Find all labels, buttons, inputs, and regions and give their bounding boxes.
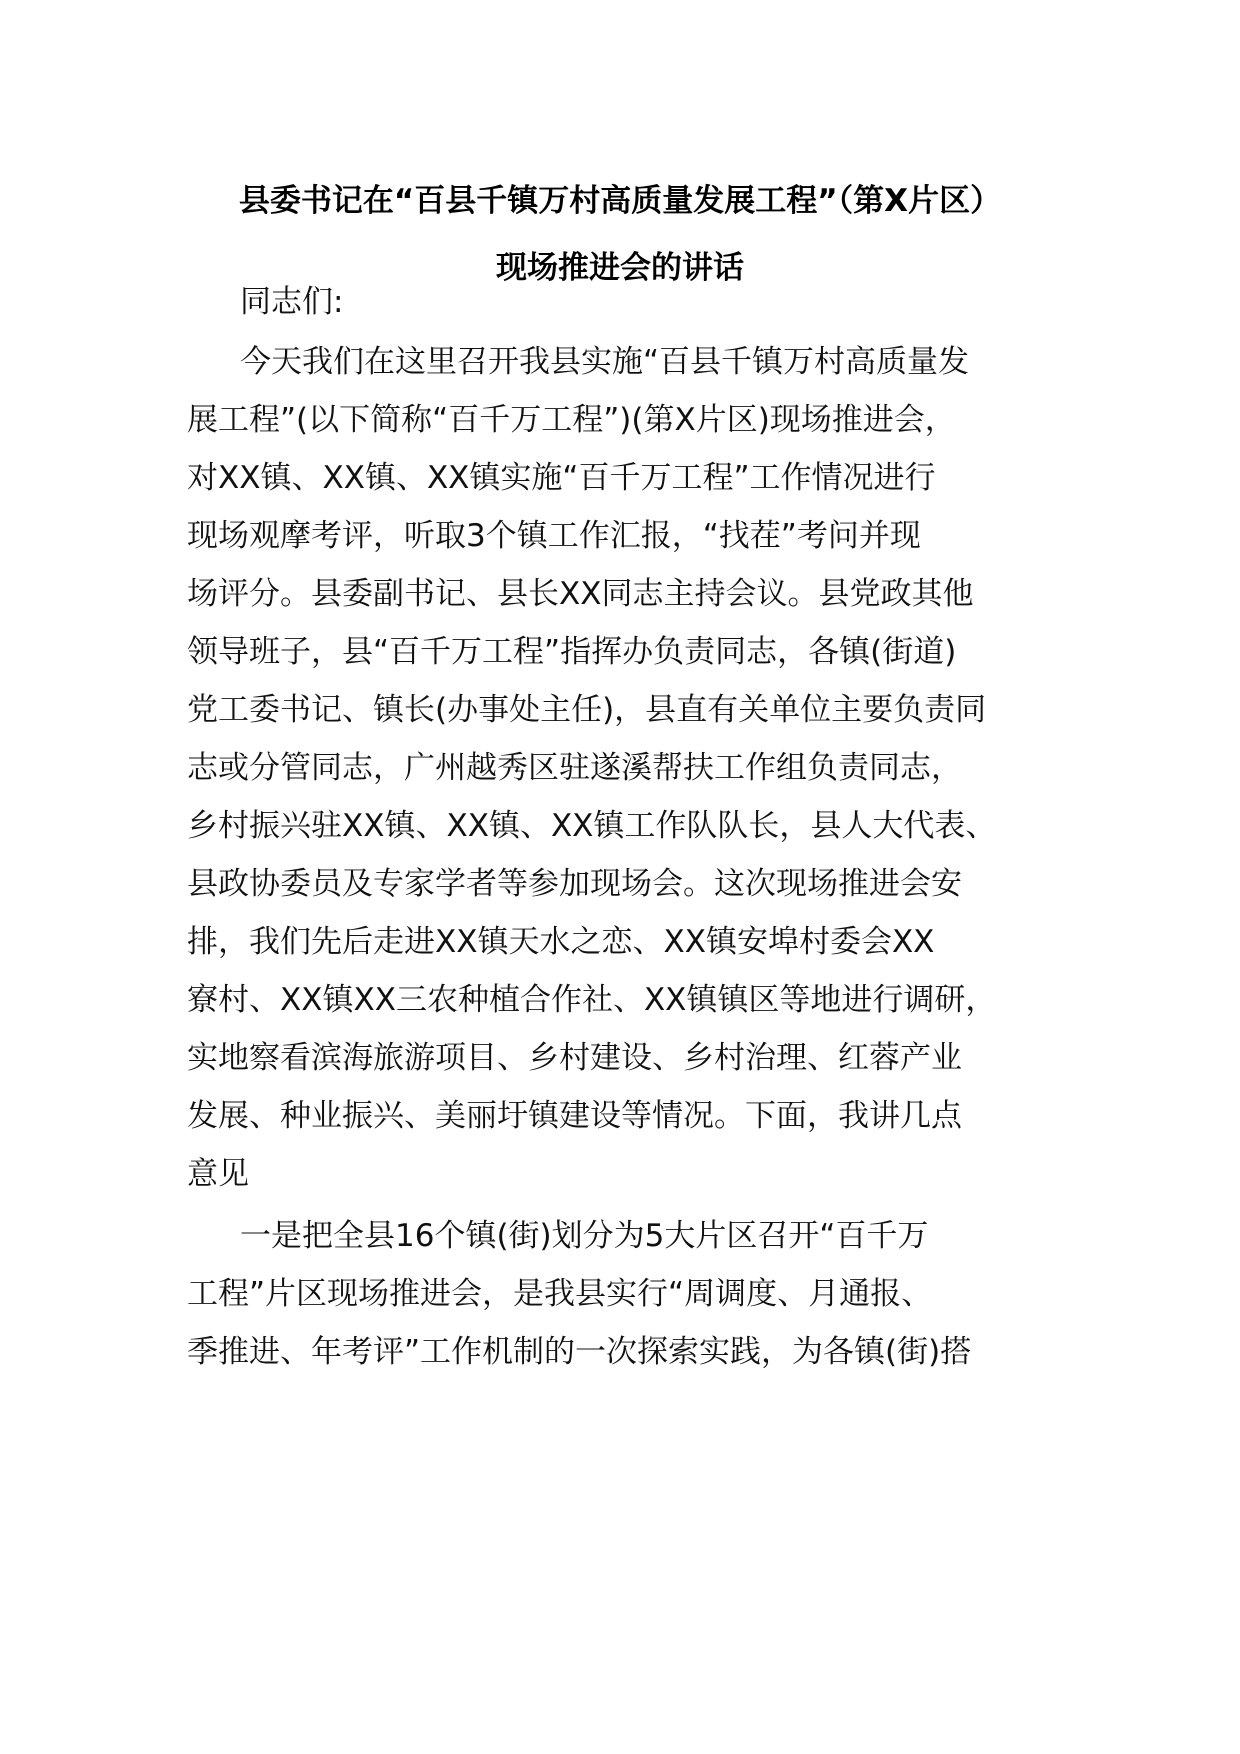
paragraph-1-line-11: 排，我们先后走进XX镇天水之恋、XX镇安埠村委会XX	[187, 924, 935, 960]
paragraph-1-line-7: 党工委书记、镇长(办事处主任)，县直有关单位主要负责同	[187, 692, 987, 728]
paragraph-1-line-3: 对XX镇、XX镇、XX镇实施“百千万工程”工作情况进行	[187, 460, 936, 496]
paragraph-1-line-5: 场评分。县委副书记、县长XX同志主持会议。县党政其他	[187, 576, 974, 612]
paragraph-1-line-15: 意见	[187, 1156, 249, 1192]
paragraph-1-line-9: 乡村振兴驻XX镇、XX镇、XX镇工作队队长，县人大代表、	[187, 808, 997, 844]
paragraph-1-line-4: 现场观摩考评，听取3个镇工作汇报，“找茬”考问并现	[187, 518, 921, 554]
paragraph-1-line-1: 今天我们在这里召开我县实施“百县千镇万村高质量发	[240, 344, 970, 380]
paragraph-1-line-14: 发展、种业振兴、美丽圩镇建设等情况。下面，我讲几点	[187, 1098, 962, 1134]
paragraph-1-line-10: 县政协委员及专家学者等参加现场会。这次现场推进会安	[187, 866, 962, 902]
paragraph-1-line-6: 领导班子，县“百千万工程”指挥办负责同志，各镇(街道)	[187, 634, 957, 670]
paragraph-1-line-8: 志或分管同志，广州越秀区驻遂溪帮扶工作组负责同志，	[187, 750, 962, 786]
document-title-line-1: 县委书记在“百县千镇万村高质量发展工程”（第X片区）	[238, 183, 1002, 219]
paragraph-2-line-1: 一是把全县16个镇(街)划分为5大片区召开“百千万	[240, 1218, 929, 1254]
paragraph-2-line-2: 工程”片区现场推进会，是我县实行“周调度、月通报、	[187, 1276, 933, 1312]
paragraph-1-line-2: 展工程”(以下简称“百千万工程”)(第X片区)现场推进会，	[187, 402, 956, 438]
salutation: 同志们:	[240, 284, 344, 320]
paragraph-1-line-12: 寮村、XX镇XX三农种植合作社、XX镇镇区等地进行调研，	[187, 982, 997, 1018]
paragraph-1-line-13: 实地察看滨海旅游项目、乡村建设、乡村治理、红蓉产业	[187, 1040, 962, 1076]
document-title-line-2: 现场推进会的讲话	[496, 250, 744, 286]
paragraph-2-line-3: 季推进、年考评”工作机制的一次探索实践，为各镇(街)搭	[187, 1334, 972, 1370]
